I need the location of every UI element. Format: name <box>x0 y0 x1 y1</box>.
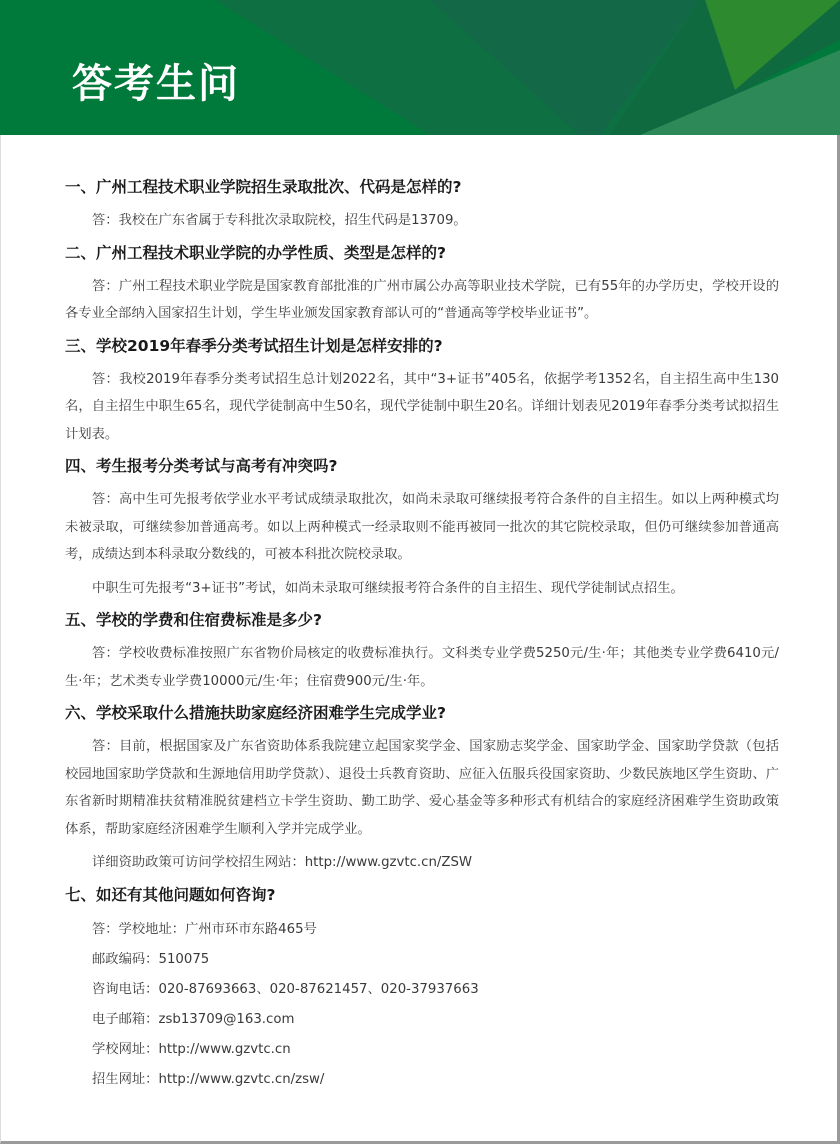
faq-question: 七、如还有其他问题如何咨询? <box>65 885 276 904</box>
faq-answer: 中职生可先报考“3+证书”考试，如尚未录取可继续报考符合条件的自主招生、现代学徒制试点招生。 <box>92 580 684 596</box>
faq-section <box>65 241 779 328</box>
faq-question: 五、学校的学费和住宿费标准是多少? <box>65 611 322 629</box>
faq-section <box>65 334 779 449</box>
faq-question: 三、学校2019年春季分类考试招生计划是怎样安排的? <box>65 336 443 355</box>
contact-postcode: 邮政编码：510075 <box>92 951 210 967</box>
faq-answer: 答：广州工程技术职业学院是国家教育部批准的广州市属公办高等职业技术学院，已有55年的办学历史，学校开设的各专业全部纳入国家招生计划，学生毕业颁发国家教育部认可的“普通高等学校毕业证书”。 <box>65 278 779 321</box>
page-title: 答考生问 <box>72 61 240 107</box>
faq-answer: 答：高中生可先报考依学业水平考试成绩录取批次，如尚未录取可继续报考符合条件的自主招生。如以上两种模式均未被录取，可继续参加普通高考。如以上两种模式一经录取则不能再被同一批次的其它院校录取，但仍可继续参加普通高考，成绩达到本科录取分数线的，可被本科批次院校录取。 <box>65 492 779 562</box>
faq-content <box>65 175 779 1095</box>
faq-section <box>65 701 779 877</box>
faq-section <box>65 175 779 235</box>
faq-answer: 答：我校2019年春季分类考试招生总计划2022名，其中“3+证书”405名，依据学考1352名，自主招生高中生130名，自主招生中职生65名，现代学徒制高中生50名，现代学徒制中职生20名。详细计划表见2019年春季分类考试拟招生计划表。 <box>65 371 779 442</box>
faq-question: 六、学校采取什么措施扶助家庭经济困难学生完成学业? <box>65 704 446 722</box>
faq-answer: 答：目前，根据国家及广东省资助体系我院建立起国家奖学金、国家励志奖学金、国家助学金、国家助学贷款（包括校园地国家助学贷款和生源地信用助学贷款）、退役士兵教育资助、应征入伍服兵役国家资助、少数民族地区学生资助、广东省新时期精准扶贫精准脱贫建档立卡学生资助、勤工助学、爱心基金等多种形式有机结合的家庭经济困难学生资助政策体系，帮助家庭经济困难学生顺利入学并完成学业。 <box>65 739 779 837</box>
faq-answer: 答：我校在广东省属于专科批次录取院校，招生代码是13709。 <box>92 213 467 228</box>
faq-question: 一、广州工程技术职业学院招生录取批次、代码是怎样的? <box>65 178 462 196</box>
contact-address: 答：学校地址：广州市环市东路465号 <box>92 921 317 937</box>
contact-email[interactable]: 电子邮箱：zsb13709@163.com <box>92 1011 295 1027</box>
faq-section <box>65 454 779 602</box>
header-banner <box>0 0 840 135</box>
faq-section <box>65 883 779 907</box>
contact-admission-site[interactable]: 招生网址：http://www.gzvtc.cn/zsw/ <box>92 1071 325 1087</box>
contact-phone: 咨询电话：020-87693663、020-87621457、020-37937663 <box>92 981 479 997</box>
faq-section <box>65 608 779 695</box>
faq-question: 二、广州工程技术职业学院的办学性质、类型是怎样的? <box>65 243 446 262</box>
faq-answer: 详细资助政策可访问学校招生网站：http://www.gzvtc.cn/ZSW <box>92 855 473 870</box>
faq-answer: 答：学校收费标准按照广东省物价局核定的收费标准执行。文科类专业学费5250元/生·年；其他类专业学费6410元/生·年；艺术类专业学费10000元/生·年；住宿费900元/生·年。 <box>65 646 779 689</box>
faq-question: 四、考生报考分类考试与高考有冲突吗? <box>65 457 338 475</box>
contact-website[interactable]: 学校网址：http://www.gzvtc.cn <box>92 1041 291 1057</box>
contact-list <box>65 915 779 1095</box>
